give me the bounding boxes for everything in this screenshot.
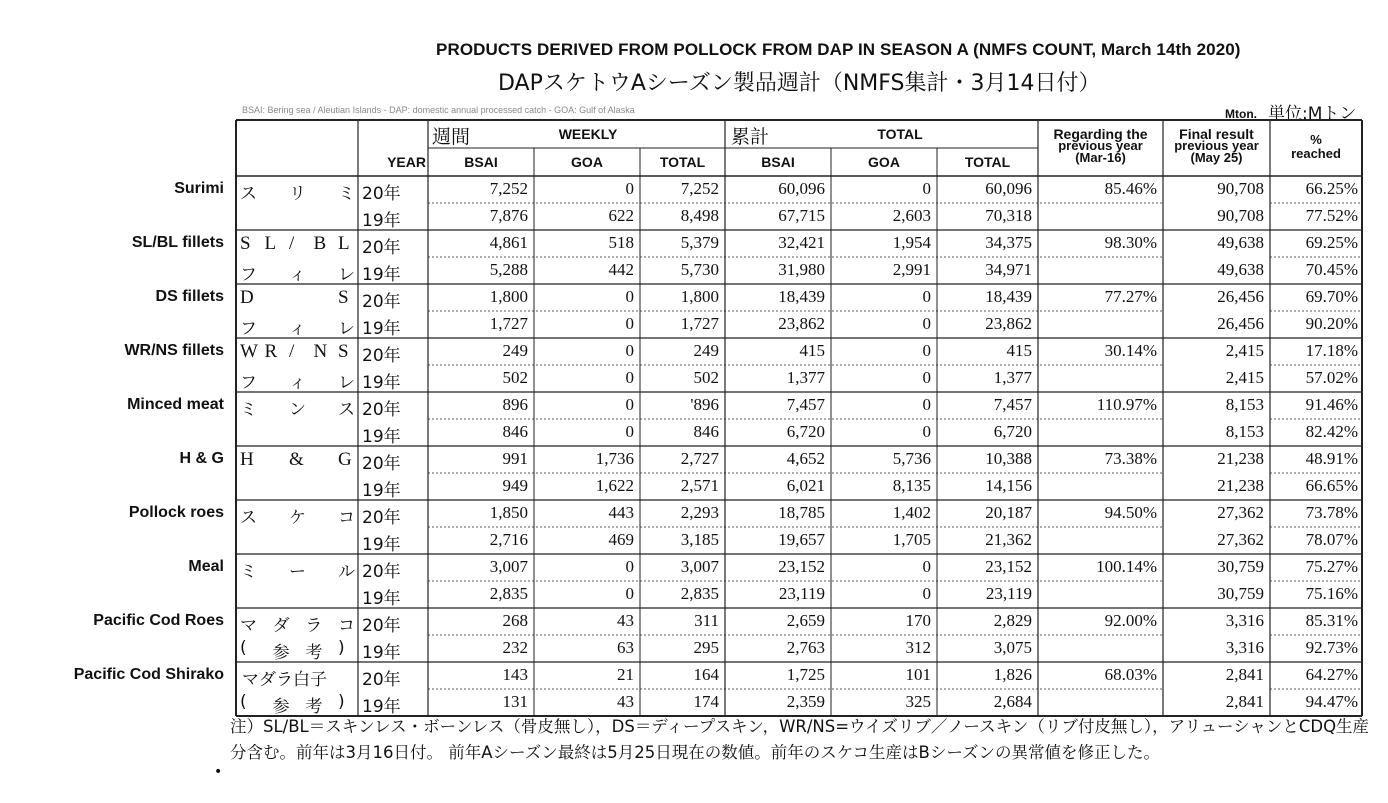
value-cell: 5,379 <box>680 233 719 252</box>
value-cell: 4,652 <box>786 449 825 468</box>
value-cell: 174 <box>693 692 719 711</box>
value-cell: 2,716 <box>489 530 528 549</box>
value-cell: 1,727 <box>489 314 528 333</box>
product-label-jp-char: コ <box>338 508 355 528</box>
value-cell: 131 <box>502 692 528 711</box>
year-header: YEAR <box>387 154 426 170</box>
weekly-header-jp: 週間 <box>432 126 471 148</box>
value-cell: 2,359 <box>786 692 825 711</box>
column-header-bsai: BSAI <box>464 154 498 170</box>
percent-reached-cell: 94.47% <box>1305 692 1358 711</box>
value-cell: 63 <box>617 638 634 657</box>
product-label-jp-char: ィ <box>289 373 306 393</box>
value-cell: 518 <box>608 233 634 252</box>
percent-reached-cell: 78.07% <box>1305 530 1358 549</box>
value-cell: 14,156 <box>985 476 1032 495</box>
value-cell: 991 <box>502 449 528 468</box>
value-cell: 43 <box>617 692 634 711</box>
value-cell: 311 <box>694 611 719 630</box>
final-result-cell: 2,415 <box>1225 368 1264 387</box>
year-cell: 19年 <box>362 265 401 285</box>
value-cell: 10,388 <box>985 449 1032 468</box>
value-cell: 34,971 <box>985 260 1032 279</box>
value-cell: 1,402 <box>892 503 931 522</box>
value-cell: 0 <box>922 395 931 414</box>
final-result-cell: 21,238 <box>1217 449 1264 468</box>
value-cell: 325 <box>905 692 931 711</box>
value-cell: 7,876 <box>489 206 528 225</box>
product-label-jp-char: ダ <box>272 616 290 636</box>
product-label-jp-char: / <box>289 341 295 362</box>
percent-reached-cell: 66.65% <box>1305 476 1358 495</box>
regarding-header-line: Regarding the <box>1053 126 1148 142</box>
regarding-cell: 94.50% <box>1104 503 1157 522</box>
regarding-cell: 68.03% <box>1104 665 1157 684</box>
value-cell: 23,862 <box>778 314 825 333</box>
year-cell: 20年 <box>362 616 401 636</box>
value-cell: 896 <box>502 395 528 414</box>
column-header-total: TOTAL <box>964 154 1011 170</box>
product-label-jp-char: マ <box>240 616 257 636</box>
value-cell: 295 <box>693 638 719 657</box>
value-cell: 0 <box>922 584 931 603</box>
product-label-jp-char: N <box>313 341 328 362</box>
product-label-jp-char: D <box>240 287 254 308</box>
product-label-jp-char: ン <box>289 400 306 420</box>
value-cell: 43 <box>617 611 634 630</box>
regarding-header-line: (Mar-16) <box>1075 150 1126 165</box>
title-japanese: DAPスケトウAシーズン製品週計（NMFS集計・3月14日付） <box>498 71 1101 96</box>
year-cell: 20年 <box>362 670 401 690</box>
value-cell: 31,980 <box>778 260 825 279</box>
value-cell: 18,439 <box>985 287 1032 306</box>
regarding-cell: 77.27% <box>1104 287 1157 306</box>
value-cell: 5,736 <box>892 449 931 468</box>
product-label-jp-char: レ <box>338 373 355 393</box>
regarding-cell: 30.14% <box>1104 341 1157 360</box>
value-cell: 1,800 <box>489 287 528 306</box>
regarding-header-line: previous year <box>1058 138 1143 153</box>
title-english: PRODUCTS DERIVED FROM POLLOCK FROM DAP IN SEASON A (NMFS COUNT, March 14th 2020) <box>436 40 1241 59</box>
value-cell: 3,075 <box>993 638 1032 657</box>
value-cell: 3,185 <box>680 530 719 549</box>
value-cell: 415 <box>799 341 825 360</box>
percent-reached-cell: 17.18% <box>1305 341 1358 360</box>
year-cell: 19年 <box>362 211 401 231</box>
regarding-cell: 85.46% <box>1104 179 1157 198</box>
value-cell: 23,152 <box>778 557 825 576</box>
product-label-jp-char: ス <box>338 400 355 420</box>
percent-reached-cell: 91.46% <box>1305 395 1358 414</box>
final-result-cell: 30,759 <box>1217 584 1264 603</box>
value-cell: 502 <box>693 368 719 387</box>
column-header-goa: GOA <box>868 154 900 170</box>
total-header-en: TOTAL <box>877 126 923 142</box>
product-label-jp-char: リ <box>289 184 306 204</box>
year-cell: 19年 <box>362 697 401 717</box>
value-cell: 23,862 <box>985 314 1032 333</box>
product-label-jp-char: ス <box>240 184 257 204</box>
percent-reached-cell: 66.25% <box>1305 179 1358 198</box>
value-cell: 415 <box>1006 341 1032 360</box>
product-label-en: H & G <box>179 450 224 467</box>
unit-japanese: 単位:Mトン <box>1268 104 1357 124</box>
unit-english: Mton. <box>1225 107 1257 121</box>
product-label-jp-char: マダラ白子 <box>242 670 327 690</box>
value-cell: 0 <box>625 179 634 198</box>
value-cell: 469 <box>608 530 634 549</box>
product-label-jp-char: ) <box>338 692 345 712</box>
product-label-jp-char: コ <box>338 616 355 636</box>
value-cell: 0 <box>922 368 931 387</box>
regarding-cell: 110.97% <box>1096 395 1157 414</box>
product-label-jp-char: S <box>338 341 349 362</box>
footnote: 注）SL/BL＝スキンレス・ボーンレス（骨皮無し），DS＝ディープスキン，WR/NS=ウイズリブ／ノースキン（リブ付皮無し），アリューシャンとCDQ生産分含む。前年は3月16日付。 前年Aシーズン最終は5月25日現在の数値。前年のスケコ生産はBシーズンの異常値を修正した。 <box>230 717 1370 762</box>
value-cell: 18,785 <box>778 503 825 522</box>
final-result-header-line: (May 25) <box>1190 150 1243 165</box>
value-cell: 249 <box>502 341 528 360</box>
value-cell: 1,377 <box>786 368 825 387</box>
product-label-jp-char: & <box>289 449 304 470</box>
percent-reached-cell: 75.27% <box>1305 557 1358 576</box>
value-cell: 1,377 <box>993 368 1032 387</box>
value-cell: 0 <box>625 287 634 306</box>
value-cell: 7,252 <box>489 179 528 198</box>
year-cell: 19年 <box>362 643 401 663</box>
value-cell: 0 <box>922 557 931 576</box>
percent-reached-cell: 77.52% <box>1305 206 1358 225</box>
value-cell: 7,457 <box>786 395 825 414</box>
final-result-cell: 30,759 <box>1217 557 1264 576</box>
percent-reached-cell: 70.45% <box>1305 260 1358 279</box>
value-cell: 21,362 <box>985 530 1032 549</box>
value-cell: 0 <box>625 341 634 360</box>
value-cell: 1,850 <box>489 503 528 522</box>
percent-reached-cell: 85.31% <box>1305 611 1358 630</box>
product-label-jp-char: L <box>338 233 350 254</box>
year-cell: 19年 <box>362 373 401 393</box>
value-cell: 18,439 <box>778 287 825 306</box>
product-label-jp-char: S <box>338 287 349 308</box>
value-cell: 3,007 <box>489 557 528 576</box>
value-cell: 2,603 <box>892 206 931 225</box>
percent-reached-cell: 64.27% <box>1305 665 1358 684</box>
value-cell: 2,659 <box>786 611 825 630</box>
final-result-cell: 3,316 <box>1225 611 1264 630</box>
final-result-cell: 2,841 <box>1225 665 1264 684</box>
value-cell: 0 <box>922 341 931 360</box>
product-label-jp-char: ル <box>338 562 355 582</box>
year-cell: 20年 <box>362 508 401 528</box>
product-label-jp-char: ( <box>240 638 247 658</box>
percent-reached-cell: 69.70% <box>1305 287 1358 306</box>
percent-reached-cell: 73.78% <box>1305 503 1358 522</box>
reached-header-line: reached <box>1291 146 1341 161</box>
percent-reached-cell: 57.02% <box>1305 368 1358 387</box>
value-cell: 2,763 <box>786 638 825 657</box>
product-label-jp-char: ( <box>240 692 247 712</box>
value-cell: 2,571 <box>680 476 719 495</box>
value-cell: 101 <box>905 665 931 684</box>
product-label-en: Pollock roes <box>128 504 224 521</box>
year-cell: 20年 <box>362 292 401 312</box>
value-cell: 1,736 <box>595 449 634 468</box>
final-result-cell: 26,456 <box>1217 314 1264 333</box>
value-cell: 249 <box>693 341 719 360</box>
value-cell: 19,657 <box>778 530 825 549</box>
product-label-jp-char: ー <box>289 562 306 582</box>
weekly-header-en: WEEKLY <box>558 126 618 142</box>
product-label-jp-char: ラ <box>305 616 323 636</box>
value-cell: 2,727 <box>680 449 719 468</box>
value-cell: 846 <box>502 422 528 441</box>
product-label-jp-char: ) <box>338 638 345 658</box>
value-cell: 268 <box>502 611 528 630</box>
value-cell: 70,318 <box>985 206 1032 225</box>
year-cell: 20年 <box>362 346 401 366</box>
percent-reached-cell: 48.91% <box>1305 449 1358 468</box>
value-cell: 2,991 <box>892 260 931 279</box>
value-cell: 4,861 <box>489 233 528 252</box>
final-result-cell: 8,153 <box>1225 395 1264 414</box>
footnote-bullet: • <box>214 764 223 780</box>
column-header-goa: GOA <box>571 154 603 170</box>
year-cell: 20年 <box>362 184 401 204</box>
value-cell: 23,119 <box>985 584 1032 603</box>
value-cell: 3,007 <box>680 557 719 576</box>
value-cell: 6,720 <box>786 422 825 441</box>
year-cell: 19年 <box>362 589 401 609</box>
value-cell: 1,622 <box>595 476 634 495</box>
value-cell: 2,835 <box>489 584 528 603</box>
product-label-jp-char: / <box>289 233 295 254</box>
product-label-jp-char: ミ <box>240 400 257 420</box>
year-cell: 19年 <box>362 535 401 555</box>
value-cell: 443 <box>608 503 634 522</box>
regarding-cell: 92.00% <box>1104 611 1157 630</box>
value-cell: 846 <box>693 422 719 441</box>
final-result-cell: 2,841 <box>1225 692 1264 711</box>
value-cell: 2,684 <box>993 692 1032 711</box>
product-label-en: SL/BL fillets <box>131 234 224 251</box>
year-cell: 20年 <box>362 400 401 420</box>
value-cell: 2,293 <box>680 503 719 522</box>
product-label-en: Pacific Cod Shirako <box>73 666 224 683</box>
value-cell: 8,135 <box>892 476 931 495</box>
final-result-cell: 27,362 <box>1217 530 1264 549</box>
value-cell: 7,252 <box>680 179 719 198</box>
percent-reached-cell: 69.25% <box>1305 233 1358 252</box>
product-label-jp-char: B <box>313 233 327 254</box>
product-label-jp-char: ィ <box>289 265 306 285</box>
product-label-jp-char: フ <box>240 265 257 285</box>
final-result-cell: 26,456 <box>1217 287 1264 306</box>
value-cell: 21 <box>617 665 634 684</box>
value-cell: 23,119 <box>778 584 825 603</box>
product-label-en: Pacific Cod Roes <box>93 612 224 629</box>
year-cell: 19年 <box>362 319 401 339</box>
regarding-cell: 73.38% <box>1104 449 1157 468</box>
final-result-cell: 49,638 <box>1217 260 1264 279</box>
product-label-en: Minced meat <box>127 396 224 413</box>
product-label-en: Surimi <box>174 180 224 197</box>
final-result-cell: 2,415 <box>1225 341 1264 360</box>
value-cell: 0 <box>625 368 634 387</box>
value-cell: 60,096 <box>778 179 825 198</box>
percent-reached-cell: 82.42% <box>1305 422 1358 441</box>
final-result-cell: 8,153 <box>1225 422 1264 441</box>
final-result-cell: 49,638 <box>1217 233 1264 252</box>
value-cell: 164 <box>693 665 719 684</box>
product-label-jp-char: レ <box>338 319 355 339</box>
value-cell: 170 <box>905 611 931 630</box>
total-header-jp: 累計 <box>731 126 770 148</box>
value-cell: 1,954 <box>892 233 931 252</box>
regarding-cell: 100.14% <box>1096 557 1157 576</box>
value-cell: 0 <box>625 395 634 414</box>
value-cell: 0 <box>922 422 931 441</box>
regarding-cell: 98.30% <box>1104 233 1157 252</box>
value-cell: 2,829 <box>993 611 1032 630</box>
product-label-jp-char: G <box>338 449 352 470</box>
product-label-jp-char: ケ <box>289 508 306 528</box>
value-cell: 6,720 <box>993 422 1032 441</box>
value-cell: 20,187 <box>985 503 1032 522</box>
product-label-jp-char: 考 <box>305 643 323 663</box>
value-cell: 6,021 <box>786 476 825 495</box>
product-label-jp-char: H <box>240 449 254 470</box>
value-cell: 502 <box>502 368 528 387</box>
value-cell: 232 <box>502 638 528 657</box>
value-cell: 34,375 <box>985 233 1032 252</box>
column-header-bsai: BSAI <box>761 154 795 170</box>
percent-reached-cell: 75.16% <box>1305 584 1358 603</box>
value-cell: 2,835 <box>680 584 719 603</box>
product-label-en: DS fillets <box>155 288 224 305</box>
product-label-en: Meal <box>188 558 224 575</box>
value-cell: 0 <box>922 179 931 198</box>
value-cell: 312 <box>905 638 931 657</box>
value-cell: 8,498 <box>680 206 719 225</box>
percent-reached-cell: 92.73% <box>1305 638 1358 657</box>
value-cell: 5,288 <box>489 260 528 279</box>
product-label-jp-char: 参 <box>272 643 290 663</box>
reached-header-line: % <box>1310 132 1322 147</box>
product-label-en: WR/NS fillets <box>124 342 224 359</box>
value-cell: 23,152 <box>985 557 1032 576</box>
final-result-cell: 90,708 <box>1217 206 1264 225</box>
value-cell: 0 <box>922 287 931 306</box>
final-result-cell: 90,708 <box>1217 179 1264 198</box>
year-cell: 20年 <box>362 562 401 582</box>
product-label-jp-char: S <box>240 233 251 254</box>
value-cell: 1,727 <box>680 314 719 333</box>
value-cell: 0 <box>625 557 634 576</box>
final-result-cell: 3,316 <box>1225 638 1264 657</box>
value-cell: 949 <box>502 476 528 495</box>
product-label-jp-char: R <box>264 341 278 362</box>
value-cell: 0 <box>922 314 931 333</box>
product-label-jp-char: L <box>264 233 277 254</box>
value-cell: 5,730 <box>680 260 719 279</box>
value-cell: 143 <box>502 665 528 684</box>
value-cell: 7,457 <box>993 395 1032 414</box>
product-label-jp-char: ミ <box>338 184 355 204</box>
abbreviation-legend: BSAI: Bering sea / Aleutian Islands - DAP: domestic annual processed catch - GOA: Gulf of Alaska <box>242 105 635 115</box>
value-cell: 1,705 <box>892 530 931 549</box>
product-label-jp-char: フ <box>240 373 257 393</box>
value-cell: 1,725 <box>786 665 825 684</box>
percent-reached-cell: 90.20% <box>1305 314 1358 333</box>
value-cell: 622 <box>608 206 634 225</box>
product-label-jp-char: ス <box>240 508 257 528</box>
final-result-header-line: previous year <box>1174 138 1259 153</box>
value-cell: 60,096 <box>985 179 1032 198</box>
year-cell: 20年 <box>362 238 401 258</box>
value-cell: 0 <box>625 314 634 333</box>
value-cell: 0 <box>625 584 634 603</box>
year-cell: 20年 <box>362 454 401 474</box>
value-cell: 67,715 <box>778 206 825 225</box>
value-cell: 32,421 <box>778 233 825 252</box>
product-label-jp-char: 考 <box>305 697 323 717</box>
product-label-jp-char: 参 <box>272 697 290 717</box>
product-label-jp-char: W <box>240 341 258 362</box>
column-header-total: TOTAL <box>659 154 706 170</box>
value-cell: 442 <box>608 260 634 279</box>
year-cell: 19年 <box>362 481 401 501</box>
final-result-header-line: Final result <box>1179 126 1254 142</box>
value-cell: 0 <box>625 422 634 441</box>
final-result-cell: 21,238 <box>1217 476 1264 495</box>
year-cell: 19年 <box>362 427 401 447</box>
product-label-jp-char: ミ <box>240 562 257 582</box>
product-label-jp-char: レ <box>338 265 355 285</box>
final-result-cell: 27,362 <box>1217 503 1264 522</box>
product-label-jp-char: フ <box>240 319 257 339</box>
product-label-jp-char: ィ <box>289 319 306 339</box>
value-cell: 1,826 <box>993 665 1032 684</box>
value-cell: 1,800 <box>680 287 719 306</box>
value-cell: '896 <box>690 395 719 414</box>
